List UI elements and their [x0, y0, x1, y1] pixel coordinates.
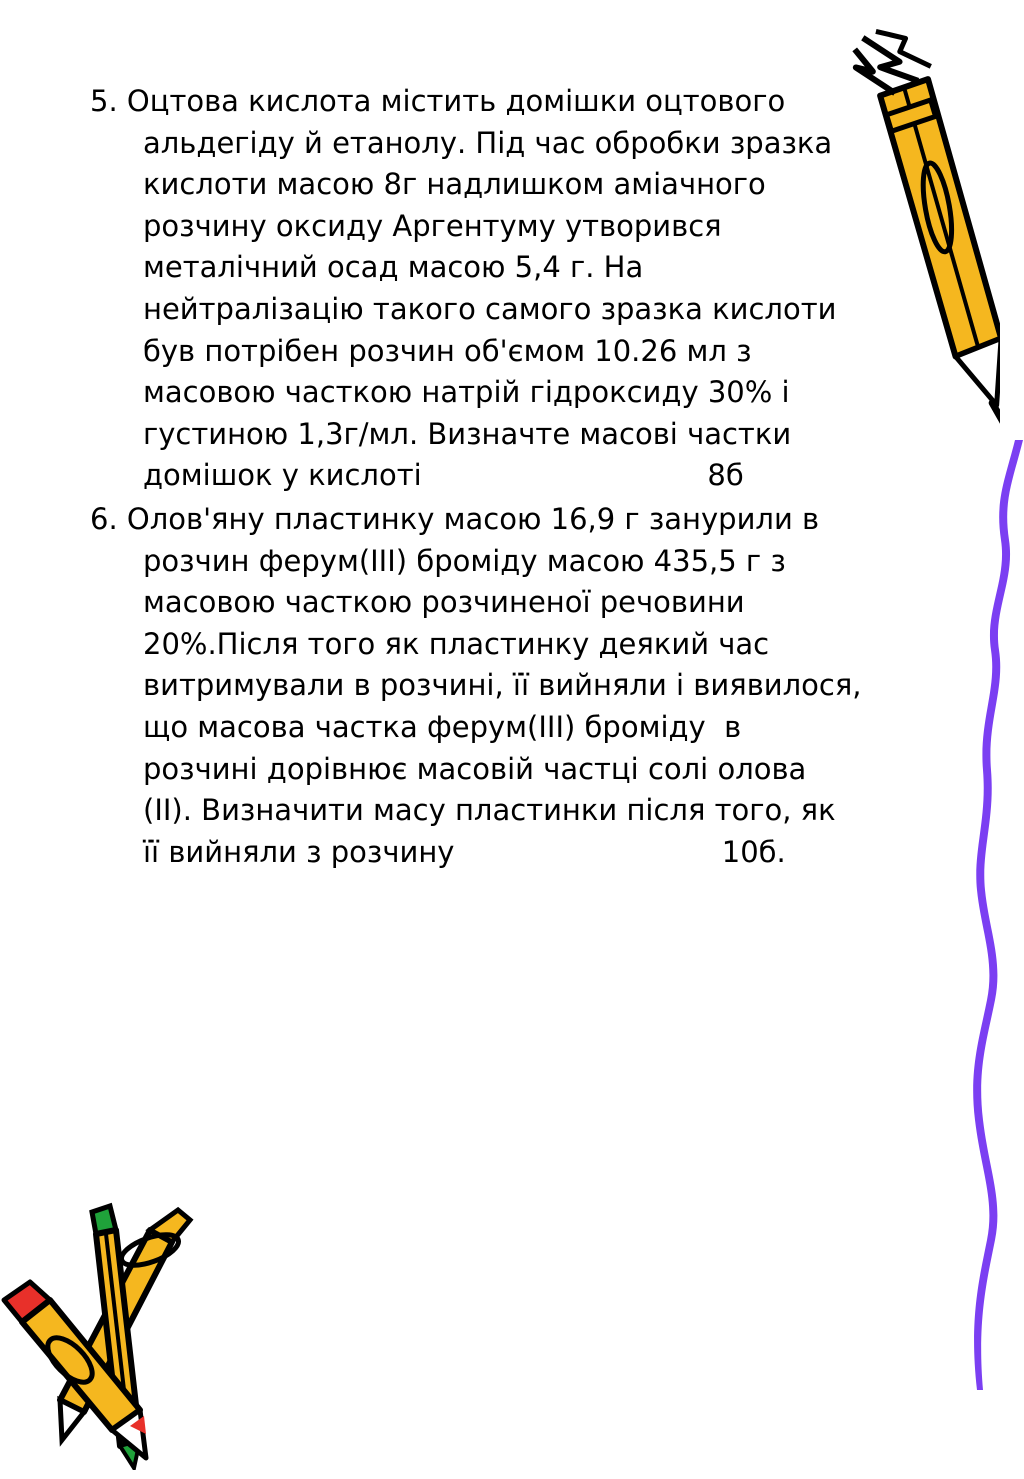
problem-line: витримували в розчині, її вийняли і виявилося, [143, 668, 862, 703]
problem-line: густиною 1,3г/мл. Визначте масові частки [143, 416, 792, 451]
problem-6 [90, 499, 950, 873]
problem-line: 5. Оцтова кислота містить домішки оцтового [90, 84, 786, 118]
problem-line: 20%.Після того як пластинку деякий час [143, 626, 770, 661]
problem-line: альдегіду й етанолу. Під час обробки зразка [143, 125, 833, 160]
problem-line: масовою часткою натрій гідроксиду 30% і [143, 375, 790, 410]
problem-line: розчині дорівнює масовій частці солі олова [143, 751, 807, 786]
problem-line: кислоти масою 8г надлишком аміачного [143, 167, 766, 202]
problem-line: масовою часткою розчиненої речовини [143, 585, 745, 620]
problem-line: 6. Олов'яну пластинку масою 16,9 г занурили в [90, 502, 820, 536]
problem-line: розчин ферум(III) броміду масою 435,5 г з [143, 543, 786, 578]
problem-5 [90, 81, 950, 497]
problem-line: був потрібен розчин об'ємом 10.26 мл з [143, 333, 752, 368]
crossed-pencils-icon [0, 1190, 210, 1470]
problem-line: її вийняли з розчину 10б. [143, 834, 786, 869]
squiggle-line-icon [965, 440, 1024, 1390]
problem-line: нейтралізацію такого самого зразка кислоти [143, 291, 837, 326]
problem-line: розчину оксиду Аргентуму утворився [143, 208, 722, 243]
problem-line: домішок у кислоті 8б [143, 458, 744, 493]
problem-line: (II). Визначити масу пластинки після того, як [143, 793, 836, 828]
problem-line: що масова частка ферум(III) броміду в [143, 709, 742, 744]
problem-line: металічний осад масою 5,4 г. На [143, 250, 644, 285]
